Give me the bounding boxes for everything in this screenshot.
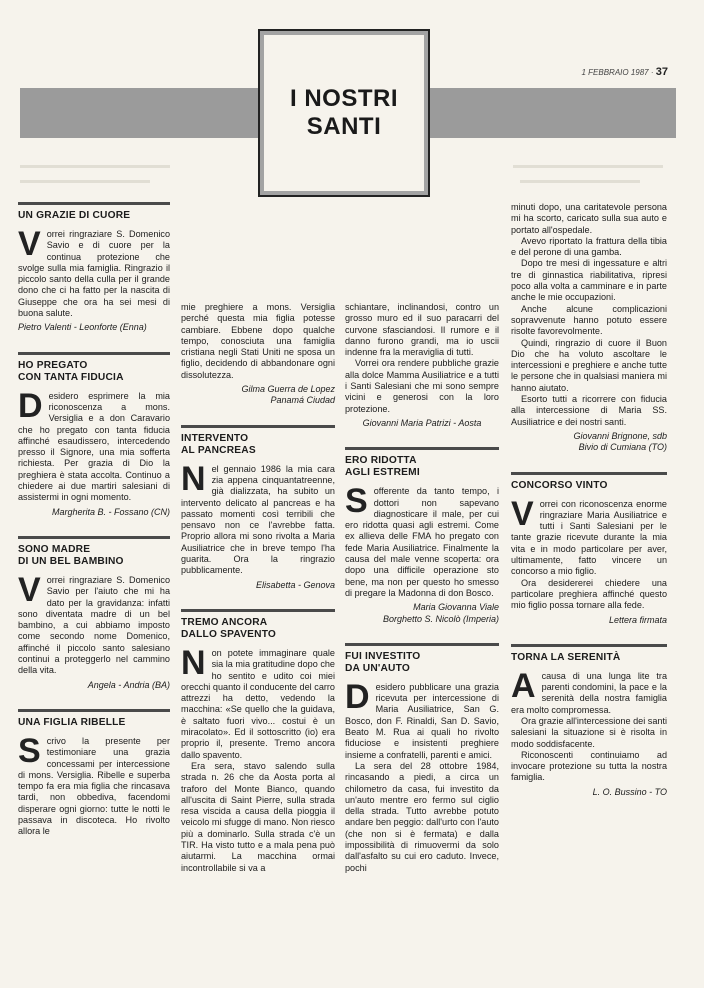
title-line: AL PANCREAS xyxy=(181,444,256,456)
article-signature: Angela - Andria (BA) xyxy=(87,679,170,690)
drop-cap: V xyxy=(511,494,534,533)
article-signature: Pietro Valenti - Leonforte (Enna) xyxy=(18,322,147,333)
section-rule xyxy=(181,425,335,428)
article-title xyxy=(18,544,170,568)
article-body: Vorrei ora rendere pubbliche grazie alla dolce Mamma Ausiliatrice e a tutti i Santi Salesiani che mi sono sempre vicini e generosi con la loro protezione. xyxy=(345,358,499,414)
drop-cap: N xyxy=(181,643,206,682)
page-title-line2: SANTI xyxy=(306,113,382,140)
article-text: offerente da tanto tempo, i dottori non sapevano diagnosticare il male, per cui ero ridotta quasi agli estremi. Come ex allieva delle FMA ho pregato con fede Maria Ausiliatrice. Finalmente la causa del male venne scoperta: ora dopo una difficile operazione sto bene, ma non per questo ho smesso di pregare la Madonna di don Bosco. xyxy=(345,486,499,598)
article-body: Avevo riportato la frattura della tibia e del perone di una gamba. xyxy=(511,235,667,258)
article-intervento-pancreas xyxy=(181,425,335,591)
article-concorso-vinto xyxy=(511,472,667,626)
article-signature: Giovanni Maria Patrizi - Aosta xyxy=(362,417,482,428)
article-ho-pregato xyxy=(18,352,170,518)
article-signature xyxy=(181,384,335,407)
article-sono-madre xyxy=(18,536,170,691)
article-body: schiantare, inclinandosi, contro un grosso muro ed il suo paracarri del curvone sfasciandosi. Il rumore e il danno furono grandi, ma io uscii indenne fra la meraviglia di tutti. xyxy=(345,302,499,358)
article-text: esidero esprimere la mia riconoscenza a mons. Versiglia e a don Caravario che ho pregato con tanta fiducia affinché esaudissero, intercedendo presso il Signore, una mia sofferta richiesta. Per grazia di Dio la preghiera è stata accolta. Continuo a chiedere ai due martiri salesiani di assistermi in ogni momento. xyxy=(18,390,170,503)
title-line: TREMO ANCORA xyxy=(181,616,268,628)
article-ero-ridotta xyxy=(345,447,499,625)
article-body: Dopo tre mesi di ingessature e altri tre di ginnastica riabilitativa, ripresi poco alla volta a camminare e in parte anche le mie occupazioni. xyxy=(511,258,667,303)
article-title xyxy=(181,433,335,457)
article-title xyxy=(345,651,499,675)
drop-cap: A xyxy=(511,666,536,705)
article-body xyxy=(511,666,667,716)
article-body xyxy=(345,677,499,761)
column-4 xyxy=(511,202,667,810)
signature-line: Panamá Ciudad xyxy=(270,395,335,406)
article-body xyxy=(345,482,499,599)
article-signature: Elisabetta - Genova xyxy=(255,579,335,590)
article-text: on potete immaginare quale sia la mia gratitudine dopo che ho sentito e udito coi miei orecchi quanto il conducente del carro attrezzi ha detto, vedendo la macchina: «Se quello che la guidava, è saltato fuori vivo... costui è un miracolato». Ed il sottoscritto (io) era proprio il, presente. Tremo ancora dallo spavento. xyxy=(181,647,335,760)
article-fui-investito-continued xyxy=(511,202,667,454)
article-text: el gennaio 1986 la mia cara zia appena cinquantatreenne, già dializzata, ha subito un intervento delicato al pancreas e ha passato momenti così terribili che pensavo non ce l'avrebbe fatta. Proprio allora mi sono rivolta a Maria Ausiliatrice che in breve tempo l'ha guarita. Ora la ringrazio pubblicamente. xyxy=(181,463,335,576)
show-through xyxy=(520,180,640,183)
title-line: HO PREGATO xyxy=(18,359,88,371)
article-torna-la-serenita xyxy=(511,644,667,798)
signature-line: Gilma Guerra de Lopez xyxy=(241,384,335,395)
title-line: DA UN'AUTO xyxy=(345,662,410,674)
article-fui-investito xyxy=(345,643,499,874)
article-title xyxy=(345,455,499,479)
article-body: Ora desidererei chiedere una particolare preghiera affinché questo mio figlio possa tornare alla fede. xyxy=(511,577,667,611)
article-text: orrei con riconoscenza enorme ringraziare Maria Ausiliatrice e tutti i Santi Salesiani per le tante grazie ricevute durante la mia vita e in modo particolare per aver, ultimamente, fatto vincere un concorso a mio figlio. xyxy=(511,498,667,577)
page-header xyxy=(581,66,668,78)
signature-line: Borghetto S. Nicolò (Imperia) xyxy=(382,613,499,624)
section-rule xyxy=(511,644,667,647)
article-signature: Lettera firmata xyxy=(608,614,667,625)
drop-cap: N xyxy=(181,459,206,498)
show-through xyxy=(513,165,663,168)
article-title: UNA FIGLIA RIBELLE xyxy=(18,716,126,728)
drop-cap: V xyxy=(18,225,41,263)
drop-cap: S xyxy=(345,482,368,521)
drop-cap: S xyxy=(18,731,41,770)
article-body: La sera del 28 ottobre 1984, rincasando a piedi, a circa un chilometro da casa, fui investito da un'auto mentre ero fermo sul ciglio della strada. Tutto avrebbe potuto andare ben peggio: dall'urto con l'auto (che non si è fermata) e dalla impossibilità di rimuovermi da solo dall'asfalto su cui ero caduto. Invece, pochi xyxy=(345,760,499,873)
article-body: minuti dopo, una caritatevole persona mi ha scorto, caricato sulla sua auto e portato all'ospedale. xyxy=(511,202,667,235)
article-signature: Margherita B. - Fossano (CN) xyxy=(51,506,170,517)
signature-line: Giovanni Brignone, sdb xyxy=(573,430,667,441)
article-body xyxy=(181,643,335,761)
article-body: Riconoscenti continuiamo ad invocare protezione su tutta la nostra famiglia. xyxy=(511,749,667,783)
column-3 xyxy=(345,302,499,886)
article-body: Ora grazie all'intercessione dei santi salesiani la situazione si è risolta in modo soddisfacente. xyxy=(511,715,667,749)
article-signature: L. O. Bussino - TO xyxy=(592,786,667,797)
title-line: DALLO SPAVENTO xyxy=(181,628,277,640)
article-body xyxy=(18,225,170,319)
section-rule xyxy=(18,202,170,205)
article-title: UN GRAZIE DI CUORE xyxy=(18,210,131,221)
article-text: orrei ringraziare S. Domenico Savio e di cuore per la continua protezione che svolge sulla mia famiglia. Ringrazio il piccolo santo della culla per il grande dono che ci ha fatto per la nascita di Giuseppe che ora ha sei mesi di buona salute. xyxy=(18,229,170,319)
article-body xyxy=(18,731,170,838)
title-line: FUI INVESTITO xyxy=(345,650,421,662)
section-rule xyxy=(18,352,170,355)
page-title-line1: I NOSTRI xyxy=(289,85,398,112)
section-rule xyxy=(511,472,667,475)
title-line: CON TANTA FIDUCIA xyxy=(18,371,124,383)
title-line: INTERVENTO xyxy=(181,432,249,444)
article-title: TORNA LA SERENITÀ xyxy=(511,651,621,663)
article-body xyxy=(511,494,667,578)
article-body xyxy=(18,386,170,504)
signature-line: Maria Giovanna Viale xyxy=(413,602,499,613)
show-through xyxy=(20,180,150,183)
page-number: 37 xyxy=(655,66,668,78)
article-figlia-ribelle-continued xyxy=(181,302,335,407)
column-2 xyxy=(181,302,335,886)
article-body: Quindi, ringrazio di cuore il Buon Dio che ha voluto ascoltare le intercessioni e preghiere e anche tutte le persone che in qualsiasi maniera mi hanno aiutato. xyxy=(511,337,667,393)
article-tremo-ancora-continued xyxy=(345,302,499,429)
drop-cap: V xyxy=(18,570,41,609)
section-rule xyxy=(18,709,170,712)
article-body: mie preghiere a mons. Versiglia perché questa mia figlia potesse cambiare. Ebbene dopo qualche tempo, conosciuta una famiglia cristiana negli Stati Uniti ne sposa un figlio, decidendo di abbandonare ogni dissolutezza. xyxy=(181,302,335,380)
article-text: orrei ringraziare S. Domenico Savio per l'aiuto che mi ha dato per la gravidanza: infatti sono diventata madre di un bel bambino, a cui abbiamo imposto come secondo nome Domenico, affinché il piccolo santo salesiano continui a proteggerlo nel cammino della vita. xyxy=(18,574,170,676)
drop-cap: D xyxy=(345,677,370,716)
title-line: ERO RIDOTTA xyxy=(345,455,417,467)
drop-cap: D xyxy=(18,386,43,425)
article-body: Esorto tutti a ricorrere con fiducia alla intercessione di Maria SS. Ausiliatrice e dei nostri santi. xyxy=(511,394,667,427)
signature-line: Bivio di Cumiana (TO) xyxy=(578,442,667,453)
title-line: AGLI ESTREMI xyxy=(345,467,420,479)
title-line: SONO MADRE xyxy=(18,543,91,555)
section-rule xyxy=(345,643,499,646)
article-body: Era sera, stavo salendo sulla strada n. 26 che da Aosta porta al traforo del Monte Bianco, quando all'uscita di Saint Pierre, sulla strada resa viscida a causa della pioggia il veicolo mi sfugge di mano. Non riesco più a dominarlo. Sulla strada c'è un TIR. Ha visto tutto e a mala pena può aiutarmi. La macchina ormai incontrollabile si va a xyxy=(181,760,335,873)
section-rule xyxy=(345,447,499,450)
article-title xyxy=(18,360,170,384)
column-1 xyxy=(18,202,170,850)
article-text: crivo la presente per testimoniare una grazia concessami per intercessione di mons. Versiglia. Ribelle e superba tempo fa era mia figlia che rincasava tardi, non obbediva, facendomi disperare ogni giorno: tutte le notti le passava in discoteca. Ho rivolto allora le xyxy=(18,735,170,837)
section-rule xyxy=(181,609,335,612)
article-body xyxy=(181,459,335,577)
show-through xyxy=(20,165,170,168)
article-tremo-ancora xyxy=(181,609,335,874)
article-title xyxy=(181,617,335,641)
article-figlia-ribelle xyxy=(18,709,170,838)
article-signature xyxy=(345,602,499,625)
article-body xyxy=(18,570,170,677)
article-signature xyxy=(511,431,667,454)
article-body: Anche alcune complicazioni sopravvenute hanno potuto essere risolte favorevolmente. xyxy=(511,303,667,337)
page-title-box xyxy=(258,29,430,197)
article-text: esidero pubblicare una grazia ricevuta per intercessione di Maria Ausiliatrice, San G. Bosco, don F. Rinaldi, San D. Savio, Beato M. Rua ai quali ho rivolto fiduciose e insistenti preghiere insieme a confratelli, parenti e amici. xyxy=(345,681,499,760)
title-line: DI UN BEL BAMBINO xyxy=(18,555,124,567)
article-title: CONCORSO VINTO xyxy=(511,479,608,491)
article-grazie-di-cuore xyxy=(18,202,170,334)
section-rule xyxy=(18,536,170,539)
issue-date: 1 FEBBRAIO 1987 · xyxy=(581,68,654,77)
article-text: causa di una lunga lite tra parenti condomini, la pace e la serenità della nostra famiglia era molto compromessa. xyxy=(511,670,667,715)
